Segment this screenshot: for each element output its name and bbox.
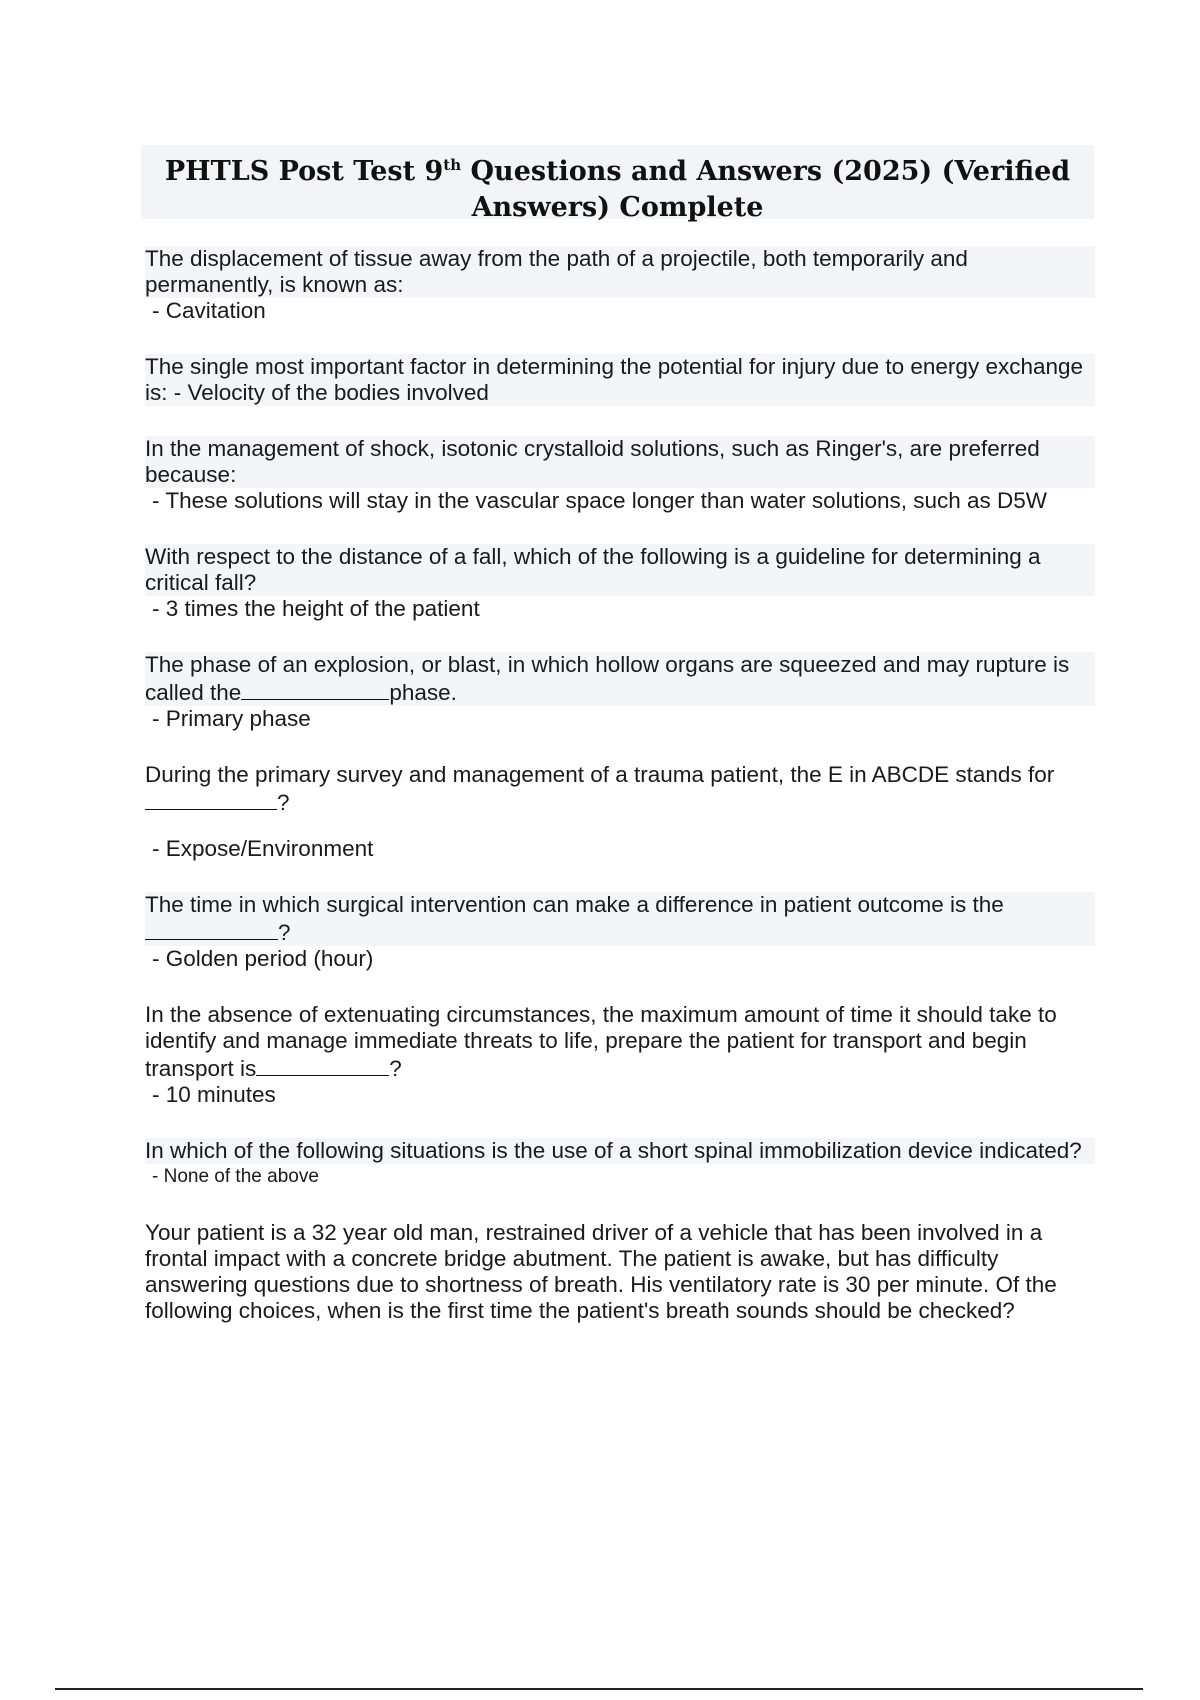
answer-text: - 3 times the height of the patient — [152, 596, 480, 621]
answer-blank — [145, 918, 278, 940]
qa-list — [145, 246, 1095, 1354]
question-text: In which of the following situations is the use of a short spinal immobilization device indicated? — [145, 1138, 1095, 1164]
answer-text: - Golden period (hour) — [152, 946, 374, 971]
qa-item — [145, 544, 1095, 622]
question-text: With respect to the distance of a fall, which of the following is a guideline for determining a critical fall? — [145, 544, 1095, 596]
answer-blank — [145, 788, 277, 810]
answer-text: - None of the above — [152, 1166, 319, 1187]
title-line-1: PHTLS Post Test 9th Questions and Answers (2025) (Verified — [164, 156, 1071, 187]
question-text: In the absence of extenuating circumstances, the maximum amount of time it should take to identify and manage immediate threats to life, prepare the patient for transport and begin transport is ? — [145, 1002, 1057, 1081]
qa-item — [145, 652, 1095, 732]
page-title — [141, 145, 1094, 223]
qa-item — [145, 436, 1095, 514]
answer-text: - 10 minutes — [152, 1082, 276, 1107]
question-text: In the management of shock, isotonic crystalloid solutions, such as Ringer's, are preferred because: — [145, 436, 1095, 488]
answer-text: - Expose/Environment — [152, 836, 374, 861]
question-text: During the primary survey and management of a trauma patient, the E in ABCDE stands for? — [145, 762, 1055, 815]
answer-text: - Primary phase — [152, 706, 311, 731]
title-line-2: Answers) Complete — [471, 192, 764, 223]
qa-item — [145, 1138, 1095, 1190]
question-text: The phase of an explosion, or blast, in which hollow organs are squeezed and may rupture is called the phase. — [145, 652, 1095, 706]
qa-item — [145, 1002, 1095, 1108]
answer-blank — [241, 678, 389, 700]
question-text: The time in which surgical intervention can make a difference in patient outcome is the ? — [145, 892, 1095, 946]
answer-blank — [256, 1054, 389, 1076]
qa-item — [145, 1220, 1095, 1324]
answer-text: - Cavitation — [152, 298, 266, 323]
qa-item — [145, 892, 1095, 972]
qa-item — [145, 762, 1095, 862]
qa-item — [145, 246, 1095, 324]
question-text: The displacement of tissue away from the path of a projectile, both temporarily and permanently, is known as: — [145, 246, 1095, 298]
question-text: The single most important factor in determining the potential for injury due to energy exchange is: - Velocity of the bodies involved — [145, 354, 1095, 406]
answer-text: - These solutions will stay in the vascular space longer than water solutions, such as D5W — [152, 488, 1048, 513]
qa-item — [145, 354, 1095, 406]
question-text: Your patient is a 32 year old man, restrained driver of a vehicle that has been involved in a frontal impact with a concrete bridge abutment. The patient is awake, but has difficulty answering questions due to shortness of breath. His ventilatory rate is 30 per minute. Of the following choices, when is the first time the patient's breath sounds should be checked? — [145, 1220, 1057, 1323]
footer-divider — [55, 1688, 1143, 1690]
